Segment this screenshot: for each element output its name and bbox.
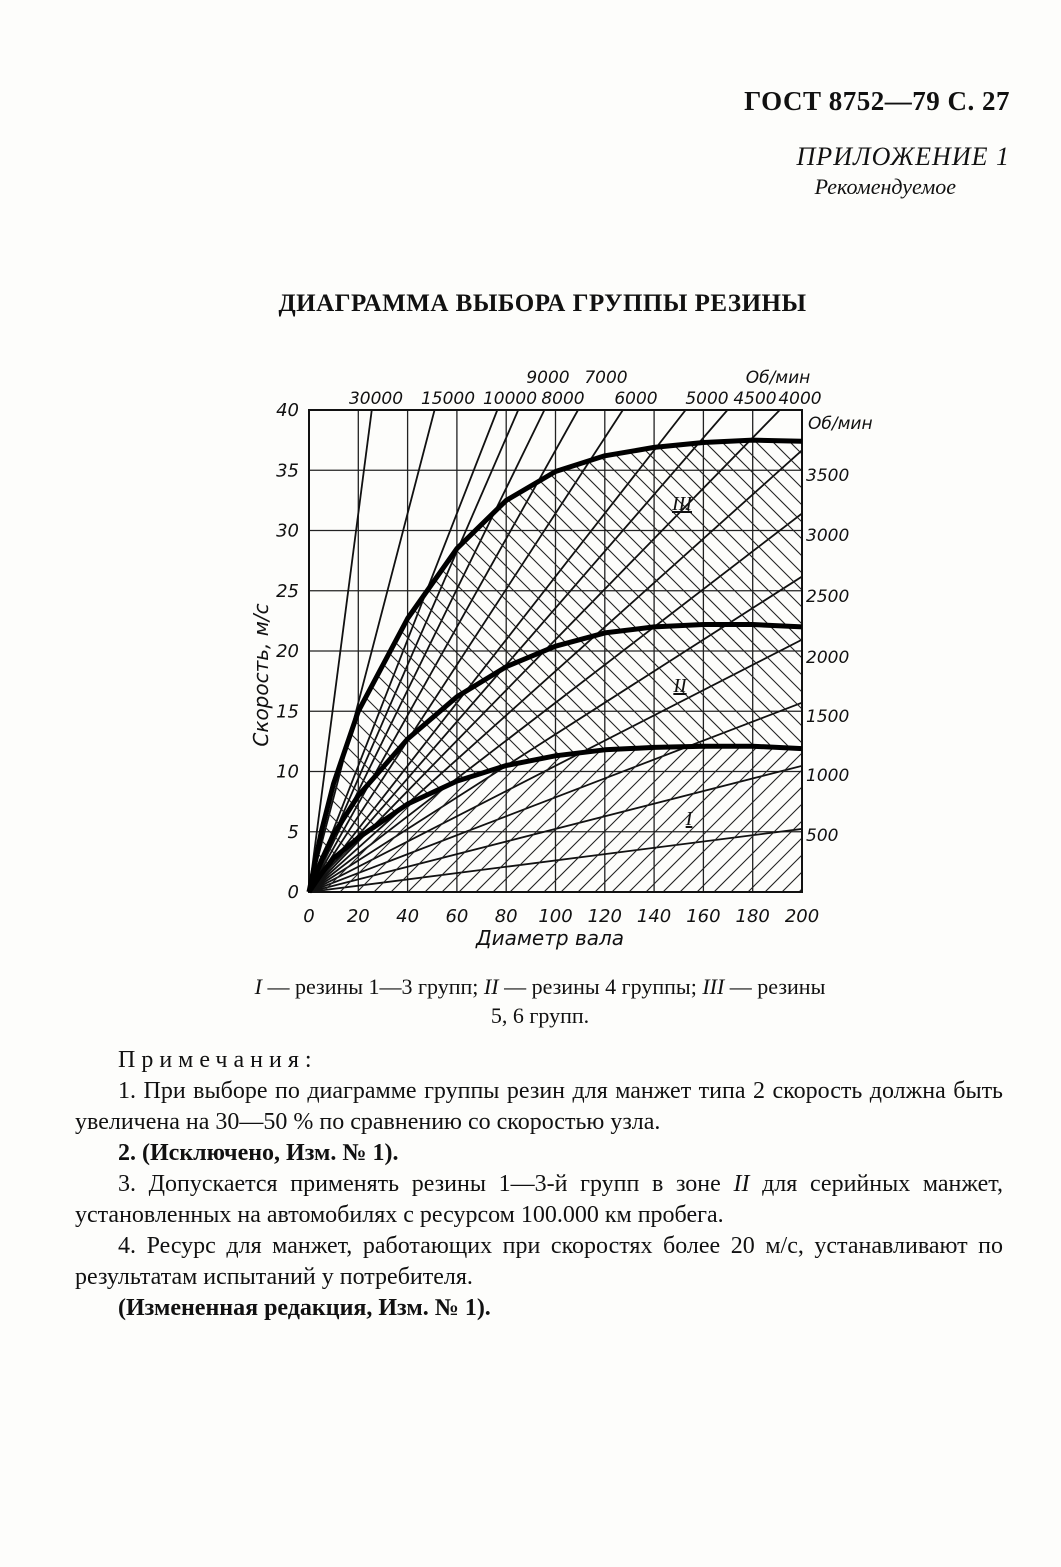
legend-text: — резины 1—3 групп;	[261, 974, 484, 999]
hatch-line	[748, 400, 1061, 900]
hatch-line	[136, 400, 636, 900]
hatch-line	[51, 400, 551, 900]
hatch-line	[1003, 392, 1061, 892]
top-rpm-label: 30000	[348, 389, 404, 409]
hatch-line	[0, 392, 245, 892]
hatch-line	[918, 400, 1061, 900]
hatch-line	[0, 400, 262, 900]
legend-text: — резины	[724, 974, 826, 999]
hatch-line	[476, 392, 976, 892]
right-rpm-label: 1000	[806, 766, 850, 786]
hatch-line	[816, 392, 1061, 892]
hatch-line	[527, 392, 1027, 892]
hatch-line	[663, 392, 1061, 892]
note-3	[75, 1169, 1003, 1231]
zone-hatch-group	[0, 400, 1061, 900]
y-tick-label: 5	[287, 821, 299, 843]
hatch-line	[0, 400, 483, 900]
hatch-line	[714, 400, 1061, 900]
top-rpm-label: 6000	[614, 389, 658, 409]
hatch-line	[663, 400, 1061, 900]
y-tick-label: 35	[276, 460, 299, 482]
hatch-line	[0, 400, 143, 900]
note-1: 1. При выборе по диаграмме группы резин для манжет типа 2 скорость должна быть увеличена на 30—50 % по сравнению со скоростью узла.	[75, 1078, 1003, 1135]
hatch-line	[51, 400, 551, 900]
hatch-line	[255, 400, 755, 900]
hatch-line	[0, 400, 483, 900]
hatch-line	[901, 400, 1061, 900]
hatch-line	[867, 392, 1061, 892]
note-3-text: 3. Допускается применять резины 1—3-й групп в зоне	[118, 1171, 734, 1197]
hatch-line	[850, 400, 1061, 900]
hatch-line	[238, 392, 738, 892]
hatch-line	[969, 392, 1061, 892]
hatch-line	[663, 400, 1061, 900]
y-tick-label: 15	[276, 701, 299, 723]
right-rpm-label: 1500	[806, 707, 850, 727]
hatch-line	[850, 392, 1061, 892]
hatch-line	[0, 400, 449, 900]
hatch-line	[0, 392, 109, 892]
hatch-line	[884, 392, 1061, 892]
legend-line-1	[150, 972, 930, 1001]
top-rpm-label: 15000	[420, 389, 476, 409]
hatch-line	[0, 392, 177, 892]
x-tick-label: 60	[445, 906, 469, 927]
x-tick-label: 140	[636, 906, 672, 927]
hatch-line	[901, 392, 1061, 892]
y-tick-label: 10	[276, 761, 299, 783]
notes-heading: Примечания:	[118, 1047, 318, 1073]
hatch-line	[680, 400, 1061, 900]
x-tick-label: 100	[538, 906, 573, 927]
hatch-line	[748, 400, 1061, 900]
hatch-line	[0, 400, 126, 900]
hatch-line	[1003, 400, 1061, 900]
y-tick-label: 0	[287, 882, 299, 903]
notes-section	[75, 1045, 1003, 1324]
hatch-line	[0, 400, 109, 900]
hatch-line	[1003, 400, 1061, 900]
x-tick-label: 200	[784, 906, 820, 927]
hatch-line	[170, 400, 670, 900]
hatch-line	[935, 392, 1061, 892]
hatch-line	[85, 392, 585, 892]
hatch-line	[952, 400, 1061, 900]
hatch-line	[986, 392, 1061, 892]
hatch-line	[544, 392, 1044, 892]
hatch-line	[0, 400, 160, 900]
x-tick-label: 180	[735, 906, 770, 927]
zone-label-i: I	[685, 808, 693, 830]
hatch-line	[833, 400, 1061, 900]
hatch-line	[0, 400, 194, 900]
y-tick-label: 30	[276, 520, 299, 542]
hatch-line	[850, 400, 1061, 900]
hatch-line	[816, 400, 1061, 900]
hatch-line	[901, 400, 1061, 900]
hatch-line	[0, 400, 228, 900]
y-axis-title: Скорость, м/с	[249, 603, 273, 747]
y-tick-label: 20	[276, 641, 299, 662]
hatch-line	[0, 400, 109, 900]
note-3-text: для серийных манжет, установленных на автомобилях с ресурсом 100.000 км пробега.	[75, 1171, 1003, 1228]
note-5: (Измененная редакция, Изм. № 1).	[118, 1295, 491, 1321]
hatch-line	[0, 400, 160, 900]
diagram-title: ДИАГРАММА ВЫБОРА ГРУППЫ РЕЗИНЫ	[278, 290, 807, 317]
hatch-line	[0, 400, 211, 900]
hatch-line	[680, 392, 1061, 892]
top-rpm-label: 5000	[685, 389, 729, 409]
hatch-line	[459, 400, 959, 900]
hatch-line	[867, 400, 1061, 900]
note-2: 2. (Исключено, Изм. № 1).	[118, 1140, 399, 1166]
x-tick-label: 40	[396, 906, 420, 927]
note-4: 4. Ресурс для манжет, работающих при скоростях более 20 м/с, устанавливают по результатам испытаний у потребителя.	[75, 1233, 1003, 1290]
zone-label-ii: II	[673, 675, 687, 697]
legend-zone-ii: II	[483, 974, 499, 999]
document-code: ГОСТ 8752—79 С. 27	[744, 86, 1010, 116]
x-tick-label: 160	[686, 906, 721, 927]
hatch-line	[986, 400, 1061, 900]
x-axis-title: Диаметр вала	[475, 926, 625, 950]
hatch-line	[697, 400, 1061, 900]
right-rpm-label: 2000	[806, 648, 850, 668]
hatch-line	[0, 392, 143, 892]
zone-label-iii: III	[672, 493, 692, 515]
appendix-title: ПРИЛОЖЕНИЕ 1	[796, 142, 1010, 171]
y-tick-label: 40	[276, 400, 299, 421]
top-rpm-label: 4000	[778, 389, 822, 409]
legend-zone-iii: III	[702, 974, 725, 999]
hatch-line	[952, 400, 1061, 900]
hatch-line	[969, 400, 1061, 900]
right-rpm-unit: Об/мин	[808, 414, 873, 434]
hatch-line	[374, 400, 874, 900]
hatch-line	[0, 400, 177, 900]
hatch-line	[0, 400, 211, 900]
y-axis-ticks	[276, 400, 299, 903]
hatch-line	[0, 400, 126, 900]
x-tick-label: 120	[587, 906, 622, 927]
hatch-line	[0, 392, 160, 892]
hatch-line	[714, 400, 1061, 900]
hatch-line	[969, 400, 1061, 900]
chart-legend	[150, 972, 930, 1030]
hatch-line	[918, 392, 1061, 892]
hatch-line	[714, 392, 1061, 892]
note-3-zone: II	[733, 1171, 750, 1197]
hatch-line	[0, 392, 194, 892]
hatch-line	[0, 392, 279, 892]
right-rpm-label: 500	[806, 826, 839, 846]
hatch-line	[935, 400, 1061, 900]
hatch-line	[340, 392, 840, 892]
hatch-line	[918, 400, 1061, 900]
x-tick-label: 80	[494, 906, 518, 927]
hatch-line	[884, 400, 1061, 900]
y-tick-label: 25	[276, 580, 299, 602]
x-axis-ticks	[303, 906, 819, 927]
hatch-line	[0, 400, 177, 900]
top-rpm-label: 9000	[526, 368, 570, 388]
hatch-line	[935, 400, 1061, 900]
right-rpm-label: 3000	[806, 526, 850, 546]
hatch-line	[0, 400, 279, 900]
hatch-line	[0, 392, 228, 892]
hatch-line	[0, 400, 279, 900]
top-rpm-label: 8000	[541, 389, 585, 409]
hatch-line	[833, 400, 1061, 900]
right-rpm-label: 3500	[806, 466, 850, 486]
hatch-line	[0, 392, 415, 892]
hatch-line	[459, 392, 959, 892]
hatch-line	[0, 392, 126, 892]
top-rpm-label: 10000	[482, 389, 538, 409]
right-rpm-label: 2500	[806, 587, 850, 607]
top-rpm-label: 4500	[733, 389, 777, 409]
hatch-line	[0, 400, 143, 900]
hatch-line	[867, 400, 1061, 900]
zone-hatching	[0, 392, 1061, 900]
hatch-line	[0, 400, 449, 900]
legend-text: — резины 4 группы;	[498, 974, 703, 999]
hatch-line	[816, 400, 1061, 900]
hatch-line	[833, 392, 1061, 892]
hatch-line	[697, 400, 1061, 900]
legend-line-2: 5, 6 групп.	[490, 1003, 590, 1028]
hatch-line	[748, 392, 1061, 892]
hatch-line	[136, 400, 636, 900]
hatch-line	[0, 400, 245, 900]
hatch-line	[425, 400, 925, 900]
hatch-line	[0, 392, 262, 892]
hatch-line	[425, 392, 925, 892]
hatch-line	[0, 400, 228, 900]
hatch-line	[119, 392, 619, 892]
hatch-line	[0, 400, 194, 900]
hatch-line	[0, 392, 211, 892]
hatch-line	[680, 400, 1061, 900]
hatch-line	[884, 400, 1061, 900]
hatch-line	[0, 400, 262, 900]
legend-zone-i: I	[254, 974, 262, 999]
hatch-line	[0, 400, 245, 900]
hatch-line	[986, 400, 1061, 900]
appendix-subtitle: Рекомендуемое	[814, 174, 956, 199]
hatch-line	[238, 400, 738, 900]
top-rpm-label: 7000	[584, 368, 628, 388]
x-tick-label: 20	[346, 906, 370, 927]
top-rpm-unit: Об/мин	[745, 368, 811, 388]
zone-hatch-group	[0, 400, 1061, 900]
hatch-line	[646, 392, 1061, 892]
x-tick-label: 0	[303, 906, 315, 927]
hatch-line	[952, 392, 1061, 892]
hatch-line	[0, 392, 483, 892]
